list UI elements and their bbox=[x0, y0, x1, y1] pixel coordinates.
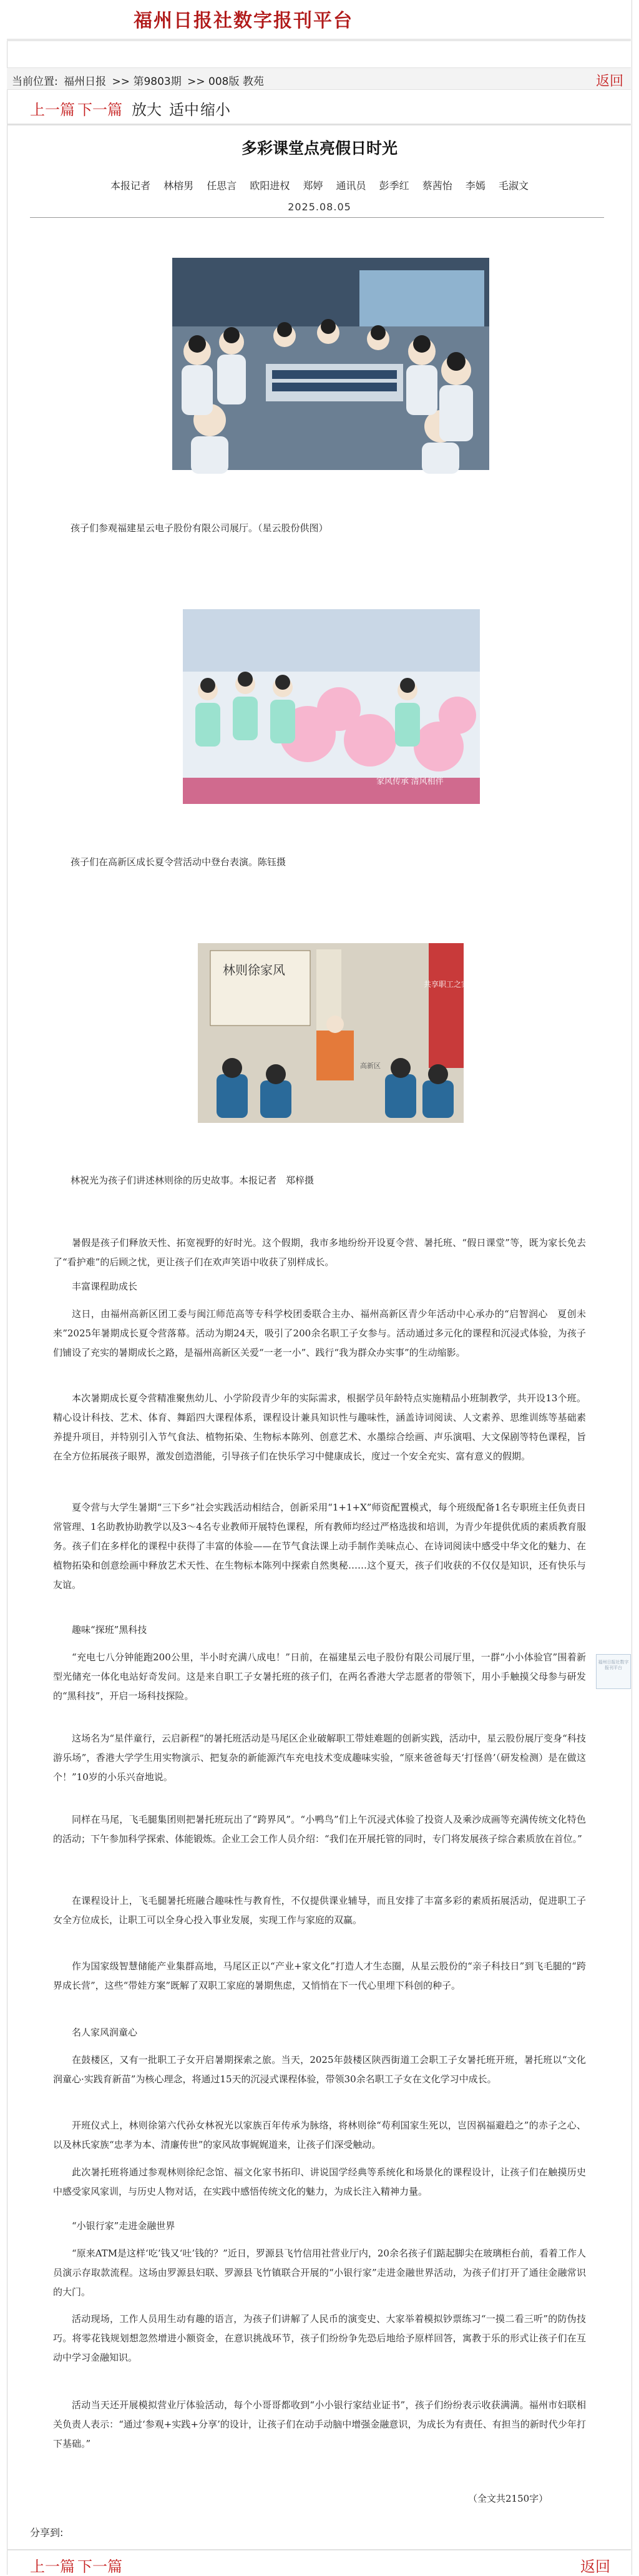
author: 蔡茜怡 bbox=[422, 180, 452, 192]
breadcrumb-issue[interactable]: >> 第9803期 bbox=[112, 76, 182, 88]
author: 毛淑文 bbox=[498, 180, 529, 192]
article-paragraph: 开班仪式上，林则徐第六代孙女林祝光以家族百年传承为脉络，将林则徐“苟利国家生死以，岂因祸福避趋之”的赤子之心、以及林氏家族“忠孝为本、清廉传世”的家风故事娓娓道来，让孩子们深受触动。 bbox=[53, 2120, 586, 2150]
back-link[interactable]: 返回 bbox=[580, 2558, 610, 2575]
article-paragraph: 作为国家级智慧储能产业集群高地，马尾区正以“产业+家文化”打造人才生态圈，从星云股份的“亲子科技日”到飞毛腿的“跨界成长营”，这些“带娃方案”既解了双职工家庭的暑期焦虑，又悄悄在下一代心里埋下科创的种子。 bbox=[53, 1961, 586, 1991]
article-paragraph: 在鼓楼区，又有一批职工子女开启暑期探索之旅。当天，2025年鼓楼区陕西街道工会职工子女暑托班开班，暑托班以“文化润童心·实践育新苗”为核心理念，将通过15天的沉浸式课程体验，带领30余名职工子女在文化学习中成长。 bbox=[53, 2054, 586, 2085]
prev-article-link[interactable]: 上一篇 bbox=[30, 2558, 75, 2575]
share-label: 分享到: bbox=[30, 2527, 64, 2539]
photo-caption: 林祝光为孩子们讲述林则徐的历史故事。本报记者 郑梓摄 bbox=[71, 1175, 315, 1186]
photo-stage-performance bbox=[183, 609, 480, 804]
article-paragraph: 本次暑期成长夏令营精准聚焦幼儿、小学阶段青少年的实际需求，根据学员年龄特点实施精品小班制教学，共开设13个班。精心设计科技、艺术、体育、舞蹈四大课程体系，课程设计兼具知识性与趣味性，涵盖诗词阅读、人文素养、思维训练等基础素养提升项目，并特别引入节气食法、植物拓染、生物标本陈列、创意艺术、水墨综合绘画、声乐演唱、大文保剧等特色课程，旨在全方位拓展孩子眼界，激发创造潜能，引导孩子们在快乐学习中健康成长，度过一个安全充实、富有意义的假期。 bbox=[53, 1393, 586, 1462]
author-line bbox=[0, 178, 639, 192]
footer-divider bbox=[7, 2549, 631, 2550]
zoom-in-link[interactable]: 放大 bbox=[132, 101, 162, 119]
article-nav bbox=[7, 95, 631, 121]
photo-caption: 孩子们在高新区成长夏令营活动中登台表演。陈钰摄 bbox=[71, 856, 286, 868]
zoom-out-link[interactable]: 缩小 bbox=[200, 101, 230, 119]
podium-text: 高新区 bbox=[360, 1062, 381, 1070]
next-article-link[interactable]: 下一篇 bbox=[77, 2558, 122, 2575]
photo-overlay-text: 家风传承 清风相伴 bbox=[376, 776, 444, 786]
article-date: 2025.08.05 bbox=[288, 201, 351, 213]
platform-stamp: 福州日报社数字报刊平台 bbox=[596, 1654, 631, 1689]
author: 欧阳进权 bbox=[250, 180, 290, 192]
section-subhead: 名人家风润童心 bbox=[72, 2027, 138, 2038]
article-paragraph: 这场名为“星伴童行，云启新程”的暑托班活动是马尾区企业破解职工带娃难题的创新实践，活动中，星云股份展厅变身“科技游乐场”，香港大学学生用实物演示、把复杂的新能源汽车充电技术变成趣味实验，“原来爸爸每天‘打怪兽’（研发检测）是在做这个！”10岁的小乐兴奋地说。 bbox=[53, 1733, 586, 1783]
sign-text: 共享职工之家 bbox=[423, 980, 469, 989]
prev-article-link[interactable]: 上一篇 bbox=[30, 101, 75, 119]
breadcrumb-page[interactable]: >> 008版 教苑 bbox=[187, 76, 264, 88]
breadcrumb bbox=[12, 72, 266, 88]
author: 李嫣 bbox=[465, 180, 485, 192]
photo-showroom bbox=[172, 258, 489, 470]
heading-rule bbox=[30, 217, 604, 218]
article-paragraph: “原来ATM是这样‘吃’钱又‘吐’钱的？”近日，罗源县飞竹信用社营业厅内，20余名孩子们踮起脚尖在玻璃柜台前，看着工作人员演示存取款流程。这场由罗源县妇联、罗源县飞竹镇联合开展的“小银行家”走进金融世界活动，为孩子们打开了通往金融常识的大门。 bbox=[53, 2248, 586, 2298]
nav-divider bbox=[7, 124, 631, 125]
zoom-fit-link[interactable]: 适中 bbox=[169, 101, 199, 119]
article-paragraph: 暑假是孩子们释放天性、拓宽视野的好时光。这个假期，我市多地纷纷开设夏令营、暑托班、“假日课堂”等，既为家长免去了“看护难”的后顾之忧，更让孩子们在欢声笑语中收获了别样成长。 bbox=[53, 1237, 586, 1268]
section-subhead: 丰富课程助成长 bbox=[72, 1281, 138, 1292]
article-paragraph: 活动现场，工作人员用生动有趣的语言，为孩子们讲解了人民币的演变史、大家举着模拟钞票练习“一摸二看三听”的防伪技巧。将零花钱规划想忽然增进小额资金，在意识挑战环节，孩子们纷纷争先恐后地给予原样回答，寓教于乐的形式让孩子们在互动中学习金融知识。 bbox=[53, 2313, 586, 2363]
author: 通讯员 bbox=[336, 180, 366, 192]
author: 彭季红 bbox=[379, 180, 409, 192]
article-title: 多彩课堂点亮假日时光 bbox=[241, 139, 398, 157]
section-subhead: “小银行家”走进金融世界 bbox=[72, 2220, 175, 2231]
author: 林榕男 bbox=[163, 180, 194, 192]
footer-nav bbox=[7, 2553, 631, 2575]
banner-text: 林则徐家风 bbox=[223, 964, 285, 977]
breadcrumb-label: 当前位置: bbox=[12, 76, 58, 88]
author: 任思言 bbox=[207, 180, 237, 192]
photo-caption: 孩子们参观福建星云电子股份有限公司展厅。（星云股份供图） bbox=[71, 522, 328, 534]
article-paragraph: 夏令营与大学生暑期“三下乡”社会实践活动相结合，创新采用“1+1+X”师资配置模式，每个班级配备1名专职班主任负责日常管理、1名助教协助教学以及3～4名专业教师开展特色课程，所有教师均经过严格选拔和培训，为青少年提供优质的素质教育服务。孩子们在多样化的课程中获得了丰富的体验——在节气食法课上动手制作美味点心、在诗词阅读中感受中华文化的魅力、在植物拓染和创意绘画中释放艺术天性、在生物标本陈列中探索自然奥秘……这个夏天，孩子们收获的不仅仅是知识，还有快乐与友谊。 bbox=[53, 1502, 586, 1590]
site-header bbox=[7, 0, 631, 41]
article-paragraph: 活动当天还开展模拟营业厅体验活动，每个小哥哥都收到“小小银行家结业证书”，孩子们纷纷表示收获满满。福州市妇联相关负责人表示：“通过‘参观+实践+分享’的设计，让孩子们在动手动脑中增强金融意识，为成长为有责任、有担当的新时代少年打下基础。” bbox=[53, 2399, 586, 2449]
article-paragraph: 在课程设计上，飞毛腿暑托班融合趣味性与教育性，不仅提供课业辅导，而且安排了丰富多彩的素质拓展活动，促进职工子女全方位成长，让职工可以全身心投入事业发展，实现工作与家庭的双赢。 bbox=[53, 1895, 586, 1926]
article-paragraph: “充电七八分钟能跑200公里，半小时充满八成电！”日前，在福建星云电子股份有限公司展厅里，一群“小小体验官”围着新型光储充一体化电站好奇发问。这是来自职工子女暑托班的孩子们，在两名香港大学志愿者的带领下，用小手触摸父母参与研发的“黑科技”，开启一场科技探险。 bbox=[53, 1652, 586, 1702]
photo-history-lecture bbox=[198, 943, 469, 1123]
back-link[interactable]: 返回 bbox=[595, 74, 623, 89]
article-paragraph: 这日，由福州高新区团工委与闽江师范高等专科学校团委联合主办、福州高新区青少年活动中心承办的“启智润心 夏创未来”2025年暑期成长夏令营落幕。活动为期24天，吸引了200余名职工子女参与。活动通过多元化的课程和沉浸式体验，为孩子们铺设了充实的暑期成长之路，是福州高新区关爱“一老一小”、践行“我为群众办实事”的生动缩影。 bbox=[53, 1308, 586, 1358]
section-subhead: 趣味“探班”黑科技 bbox=[72, 1624, 147, 1635]
author: 郑婷 bbox=[303, 180, 323, 192]
location-bar bbox=[7, 67, 631, 90]
breadcrumb-paper[interactable]: 福州日报 bbox=[64, 76, 107, 88]
article-paragraph: 此次暑托班将通过参观林则徐纪念馆、福文化家书拓印、讲说国学经典等系统化和场景化的课程设计，让孩子们在触摸历史中感受家风家训，与历史人物对话，在实践中感悟传统文化的魅力，为成长注入精神力量。 bbox=[53, 2167, 586, 2197]
site-title: 福州日报社数字报刊平台 bbox=[134, 10, 353, 32]
author: 本报记者 bbox=[110, 180, 151, 192]
next-article-link[interactable]: 下一篇 bbox=[77, 101, 122, 119]
word-count: （全文共2150字） bbox=[468, 2493, 549, 2504]
article-paragraph: 同样在马尾，飞毛腿集团则把暑托班玩出了“跨界风”。“小鸭鸟”们上午沉浸式体验了投资人及乘沙成画等充满传统文化特色的活动；下午参加科学探索、体能锻炼。企业工会工作人员介绍：“我们在开展托管的同时，专门将发展孩子综合素质放在首位。” bbox=[53, 1814, 586, 1844]
